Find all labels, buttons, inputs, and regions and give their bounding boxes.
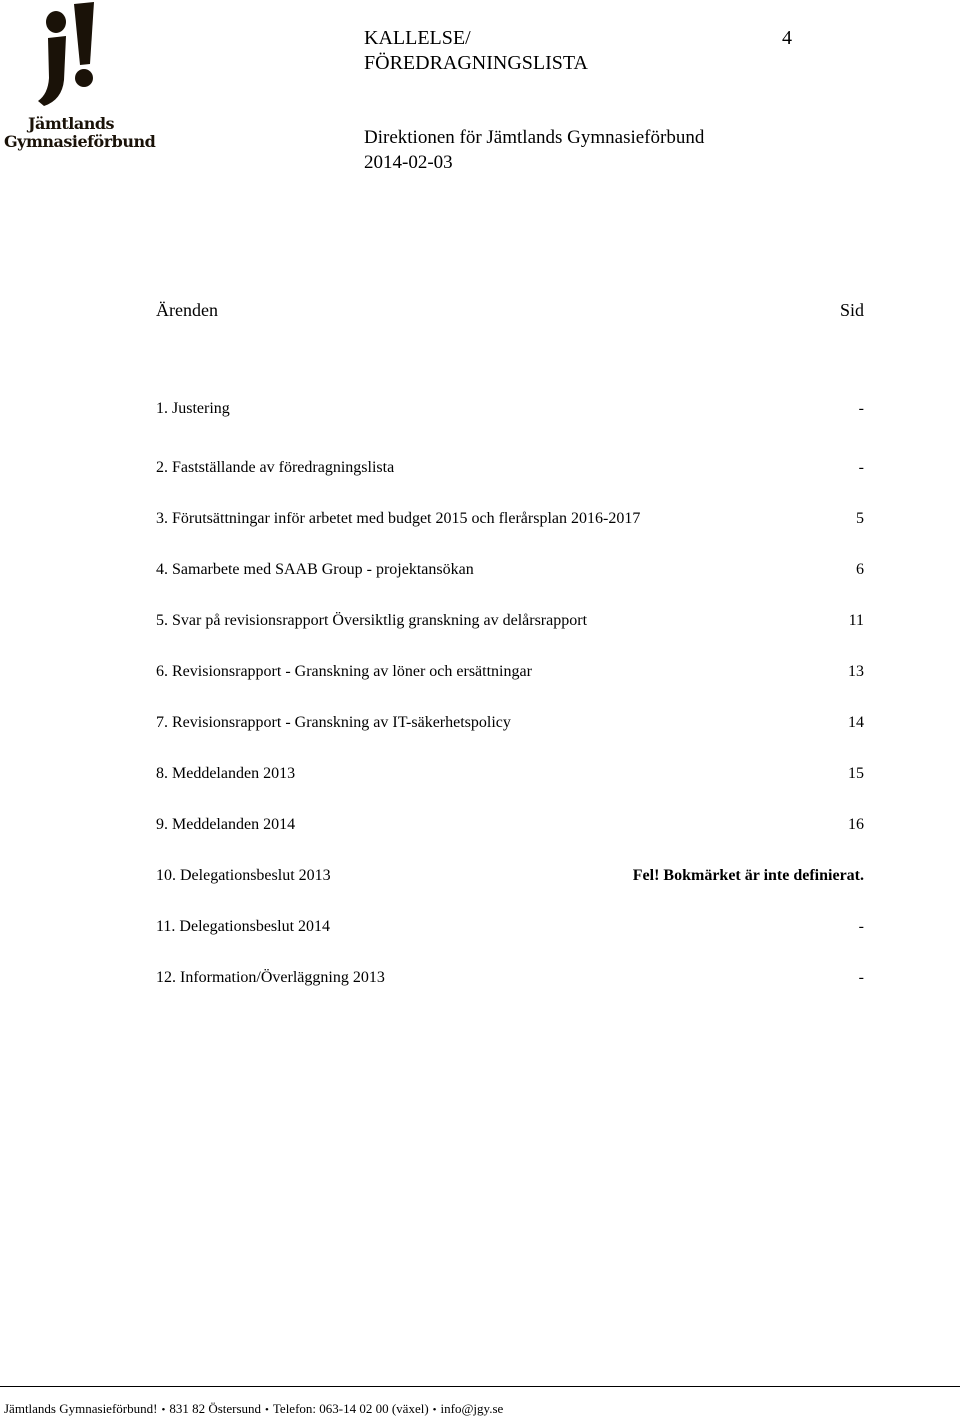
agenda-item-page-error: Fel! Bokmärket är inte definierat.: [632, 867, 864, 884]
agenda-item-title: 7. Revisionsrapport - Granskning av IT-säkerhetspolicy: [156, 714, 511, 731]
document-type: [364, 26, 588, 76]
bullet-icon: •: [161, 1404, 166, 1416]
logo-line-1: Jämtlands: [27, 114, 115, 133]
agenda-item-page: 15: [848, 765, 864, 782]
footer-org: Jämtlands Gymnasieförbund!: [4, 1401, 158, 1416]
agenda-item-title: 3. Förutsättningar inför arbetet med budget 2015 och flerårsplan 2016-2017: [156, 510, 641, 527]
agenda-item-page: 14: [848, 714, 864, 731]
column-header-page: Sid: [839, 300, 864, 320]
footer-divider: [0, 1386, 960, 1387]
agenda-list: [156, 400, 864, 1020]
agenda-item-title: 4. Samarbete med SAAB Group - projektansökan: [156, 561, 474, 578]
column-header-items: Ärenden: [156, 300, 218, 320]
document-type-text: KALLELSE/ FÖREDRAGNINGSLISTA: [364, 27, 588, 74]
agenda-item-title: 8. Meddelanden 2013: [156, 765, 296, 782]
agenda-item: [156, 459, 864, 510]
agenda-item: [156, 561, 864, 612]
agenda-item: [156, 918, 864, 969]
agenda-item-page: 11: [848, 612, 864, 629]
bullet-icon: •: [265, 1404, 269, 1416]
agenda-item-title: 2. Fastställande av föredragningslista: [156, 459, 395, 476]
agenda-item: [156, 400, 864, 451]
agenda-item: [156, 765, 864, 816]
agenda-item-title: 12. Information/Överläggning 2013: [156, 969, 385, 986]
agenda-item-page: 16: [848, 816, 864, 833]
agenda-item-title: 1. Justering: [156, 400, 230, 417]
agenda-item-page: -: [858, 400, 864, 417]
meeting-date: 2014-02-03: [364, 152, 453, 173]
agenda-item: [156, 969, 864, 1020]
agenda-item-title: 5. Svar på revisionsrapport Översiktlig granskning av delårsrapport: [156, 612, 588, 629]
agenda-item: [156, 663, 864, 714]
footer-email: info@jgy.se: [440, 1401, 504, 1416]
agenda-item: [156, 612, 864, 663]
agenda-item-page: -: [858, 918, 864, 935]
agenda-item: [156, 510, 864, 561]
agenda-item-title: 10. Delegationsbeslut 2013: [156, 867, 331, 884]
page-number: 4: [782, 27, 792, 49]
agenda-item-title: 6. Revisionsrapport - Granskning av löner och ersättningar: [156, 663, 532, 680]
footer-address: 831 82 Östersund: [169, 1401, 262, 1416]
agenda-item: [156, 816, 864, 867]
bullet-icon: •: [432, 1404, 437, 1416]
organization-name: Direktionen för Jämtlands Gymnasieförbund: [364, 127, 705, 148]
agenda-item-page: -: [858, 459, 864, 476]
logo-line-2: Gymnasieförbund: [4, 132, 156, 151]
agenda-item-page: 13: [848, 663, 864, 680]
agenda-item-page: 5: [856, 510, 864, 527]
agenda-item-title: 11. Delegationsbeslut 2014: [156, 918, 331, 935]
logo-j-mark-icon: [4, 2, 138, 112]
agenda-item-page: 6: [856, 561, 864, 578]
organization-logo: [4, 2, 156, 152]
agenda-item: [156, 867, 864, 918]
agenda-item-page: -: [858, 969, 864, 986]
agenda-item: [156, 714, 864, 765]
footer: [4, 1401, 503, 1417]
agenda-item-title: 9. Meddelanden 2014: [156, 816, 296, 833]
footer-phone: Telefon: 063-14 02 00 (växel): [272, 1401, 429, 1416]
